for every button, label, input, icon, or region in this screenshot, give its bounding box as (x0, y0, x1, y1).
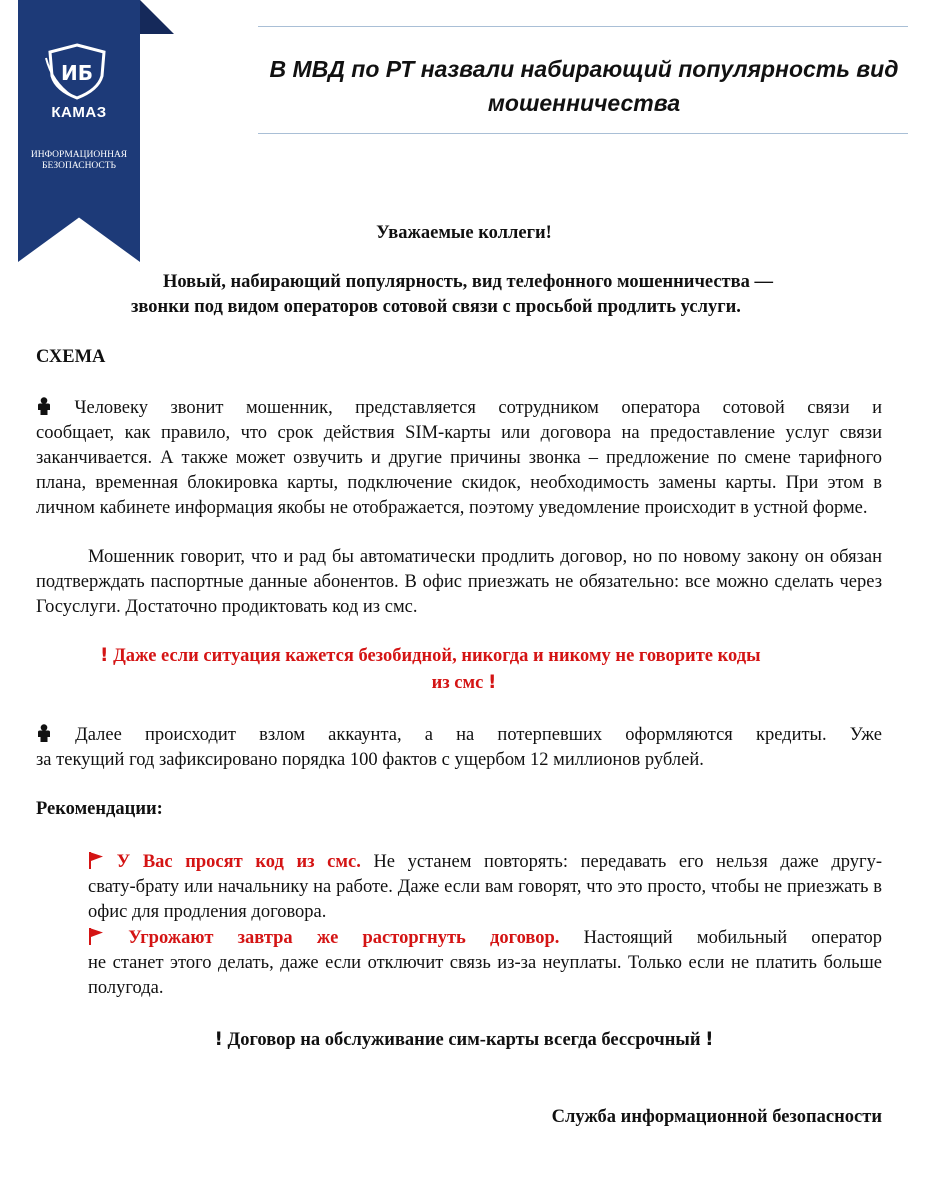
consequence-start: Далее происходит взлом аккаунта, а на потерпевших оформляются кредиты. Уже (75, 725, 883, 745)
scheme-paragraph-1-rest: сообщает, как правило, что срок действия SIM-карты или договора на предоставление услуг связи заканчивается. А также может озвучить и другие причины звонка – предложение по смене тарифного плана, временная блокировка карты, подключение скидок, необходимость замены карты. При этом в личном кабинете информация якобы не отображается, поэтому уведомление происходит в устной форме. (36, 423, 882, 518)
consequence-first-line (36, 723, 882, 748)
recommendation-2-title: Угрожают завтра же расторгнуть договор. (128, 928, 560, 948)
page-title (240, 52, 928, 120)
person-icon (36, 397, 52, 415)
consequence-rest: за текущий год зафиксировано порядка 100 фактов с ущербом 12 миллионов рублей. (36, 750, 704, 770)
title-line-2: мошенничества (487, 90, 681, 116)
shield-logo-icon (42, 42, 112, 100)
intro-line-2: звонки под видом операторов сотовой связи с просьбой продлить услуги. (131, 297, 741, 317)
recommendations-heading: Рекомендации: (36, 799, 163, 819)
warning-text-2: из смс (431, 673, 484, 693)
exclamation-icon: ! (214, 1029, 223, 1050)
recommendation-1-start: Не устанем повторять: передавать его нельзя даже другу- (360, 852, 882, 872)
recommendation-1-rest: свату-брату или начальнику на работе. Даже если вам говорят, что это просто, чтобы не приезжать в офис для продления договора. (88, 877, 882, 922)
flag-icon (88, 851, 104, 869)
exclamation-icon: ! (100, 645, 109, 666)
final-note-text: Договор на обслуживание сим-карты всегда бессрочный (227, 1030, 701, 1050)
scheme-paragraph-1-first-line (36, 396, 882, 421)
title-line-1: В МВД по РТ назвали набирающий популярность вид (269, 56, 899, 82)
logo-caption: ИНФОРМАЦИОННАЯ БЕЗОПАСНОСТЬ (30, 150, 128, 171)
recommendation-2-start: Настоящий мобильный оператор (559, 928, 882, 948)
logo-brand: КАМАЗ (51, 104, 107, 121)
warning-line-1 (100, 643, 890, 669)
warning-line-2 (0, 670, 928, 696)
exclamation-icon: ! (487, 672, 497, 693)
header-top-rule (258, 26, 908, 27)
ribbon-fold (140, 0, 174, 34)
person-icon (36, 724, 52, 742)
warning-text-1: Даже если ситуация кажется безобидной, никогда и никому не говорите коды (113, 646, 761, 666)
recommendation-1-title: У Вас просят код из смс. (116, 852, 361, 872)
logo-mark: ИБ (61, 61, 93, 85)
scheme-heading: СХЕМА (36, 347, 106, 367)
header-bottom-rule (258, 133, 908, 134)
greeting: Уважаемые коллеги! (376, 223, 552, 243)
signature: Служба информационной безопасности (551, 1107, 882, 1127)
recommendation-2-first-line (88, 926, 882, 951)
exclamation-icon: ! (705, 1029, 714, 1050)
intro-line-1: Новый, набирающий популярность, вид телефонного мошенничества — (163, 272, 773, 292)
recommendation-1-first-line (88, 850, 882, 875)
recommendation-2-rest: не станет этого делать, даже если отключит связь из-за неуплаты. Только если не платить больше полугода. (88, 953, 882, 998)
final-note (0, 1027, 928, 1053)
scheme-paragraph-2: Мошенник говорит, что и рад бы автоматически продлить договор, но по новому закону он обязан подтверждать паспортные данные абонентов. В офис приезжать не обязательно: все можно сделать через Госуслуги. Достаточно продиктовать код из смс. (36, 547, 882, 617)
scheme-paragraph-1-start: Человеку звонит мошенник, представляется сотрудником оператора сотовой связи и (74, 398, 882, 418)
flag-icon (88, 927, 104, 945)
